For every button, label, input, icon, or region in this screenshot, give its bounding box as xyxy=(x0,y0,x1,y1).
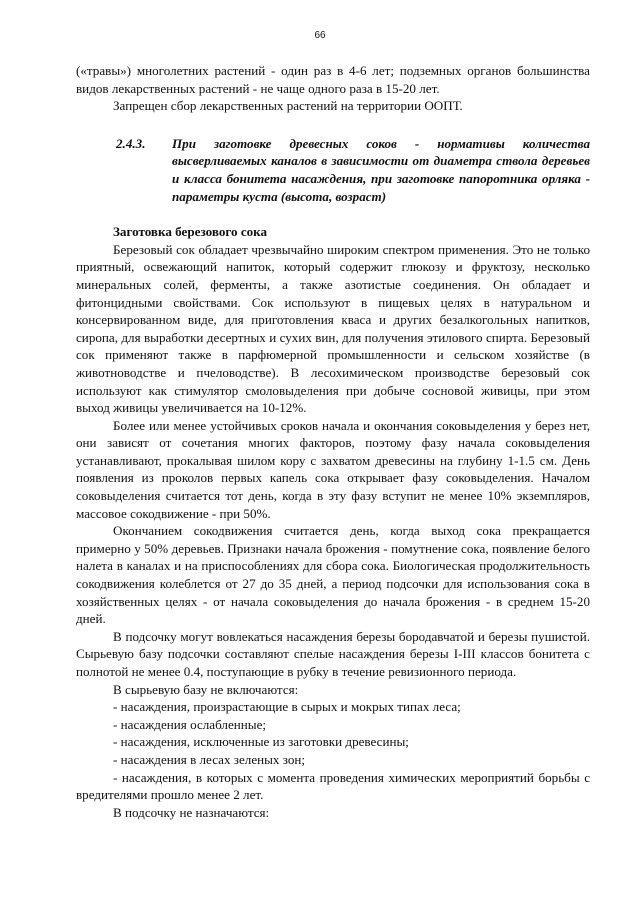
list-item: - насаждения, в которых с момента проведения химических мероприятий борьбы с вредителями прошло менее 2 лет. xyxy=(76,769,590,803)
paragraph-sap-flow-start: Более или менее устойчивых сроков начала и окончания соковыделения у берез нет, они зависят от сочетания многих факторов, поэтому фазу начала соковыделения устанавливают, прокалывая шилом кору с захватом древесины на глубину 1-1.5 см. День появления из проколов первых капель сока открывает фазу соковыделения. Началом соковыделения считается тот день, когда в эту фазу вступит не менее 10% экземпляров, массовое сокодвижение - при 50%. xyxy=(76,417,590,521)
section-title: При заготовке древесных соков - нормативы количества высверливаемых каналов в зависимости от диаметра ствола деревьев и класса бонитета насаждения, при заготовке папоротника орляка - параметры куста (высота, возраст) xyxy=(172,135,590,204)
list-item: - насаждения в лесах зеленых зон; xyxy=(113,751,306,767)
paragraph-closing: В подсочку не назначаются: xyxy=(113,804,270,820)
page-number: 66 xyxy=(314,30,326,41)
section-heading xyxy=(116,135,590,205)
paragraph-sap-uses: Березовый сок обладает чрезвычайно широким спектром применения. Это не только приятный, освежающий напиток, который содержит глюкозу и фруктозу, несколько минеральных солей, ферменты, а также азотистые соединения. Он обладает и фитонцидными свойствами. Сок используют в пищевых целях в натуральном и консервированном виде, для приготовления кваса и других безалкогольных напитков, сиропа, для выработки десертных и сухих вин, для получения этилового спирта. Березовый сок применяют также в парфюмерной промышленности и сельском хозяйстве (в животноводстве и пчеловодстве). В лесохимическом производстве березовый сок используют как стимулятор смоловыделения при добыче сосновой живицы, при этом выход живицы увеличивается на 10-12%. xyxy=(76,241,590,416)
subheading-birch-sap: Заготовка березового сока xyxy=(113,224,268,240)
document-body xyxy=(76,62,590,821)
paragraph-sap-flow-end: Окончанием сокодвижения считается день, когда выход сока прекращается примерно у 50% деревьев. Признаки начала брожения - помутнение сока, появление белого налета в каналах и на приспособлениях для сбора сока. Биологическая продолжительность сокодвижения колеблется от 27 до 35 дней, а период подсочки для использования сока в хозяйственных целях - от начала соковыделения до начала брожения - в среднем 15-20 дней. xyxy=(76,523,590,627)
paragraph-continuation: («травы») многолетних растений - один раз в 4-6 лет; подземных органов большинства видов лекарственных растений - не чаще одного раза в 15-20 лет. xyxy=(76,63,590,96)
list-item: - насаждения ослабленные; xyxy=(113,716,267,732)
list-item: - насаждения, исключенные из заготовки древесины; xyxy=(113,734,409,750)
paragraph-prohibition: Запрещен сбор лекарственных растений на территории ООПТ. xyxy=(113,98,463,114)
paragraph-exclusions-intro: В сырьевую базу не включаются: xyxy=(113,681,299,697)
list-item: - насаждения, произрастающие в сырых и мокрых типах леса; xyxy=(113,699,461,715)
paragraph-raw-base: В подсочку могут вовлекаться насаждения березы бородавчатой и березы пушистой. Сырьевую базу подсочки составляют спелые насаждения березы I-III классов бонитета с полнотой не менее 0.4, поступающие в рубку в течение ревизионного периода. xyxy=(76,628,590,679)
section-number: 2.4.3. xyxy=(116,135,146,151)
